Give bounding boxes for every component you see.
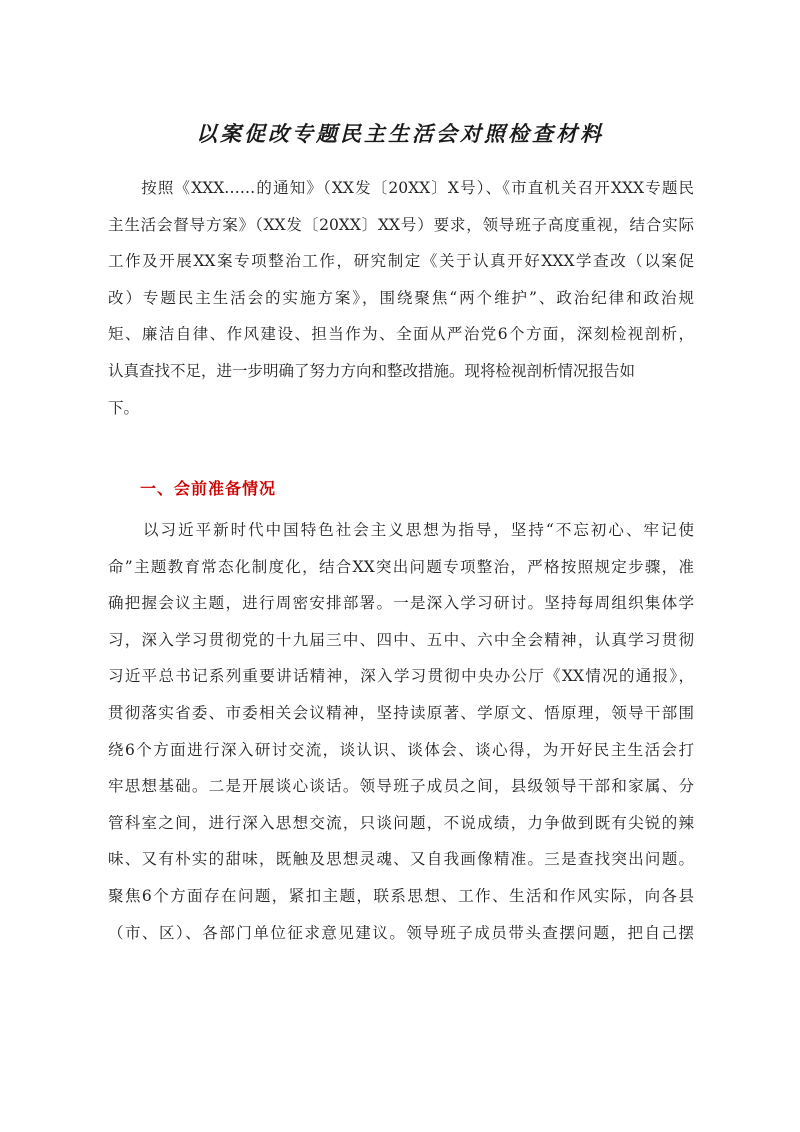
intro-paragraph [108,170,694,426]
text-line: 习，深入学习贯彻党的十九届三中、四中、五中、六中全会精神，认真学习贯彻 [108,630,694,649]
text-line: 绕6个方面进行深入研讨交流，谈认识、谈体会、谈心得，为开好民主生活会打 [108,740,694,759]
section-heading: 一、会前准备情况 [140,479,277,498]
text-line: 牢思想基础。二是开展谈心谈话。领导班子成员之间，县级领导干部和家属、分 [108,777,694,796]
text-line: 主生活会督导方案》（XX发〔20XX〕XX号）要求，领导班子高度重视，结合实际 [108,215,694,234]
text-line: 聚焦6个方面存在问题，紧扣主题，联系思想、工作、生活和作风实际，向各县 [108,886,694,905]
text-line: 认真查找不足，进一步明确了努力方向和整改措施。现将检视剖析情况报告如 [108,361,636,380]
text-line: 以习近平新时代中国特色社会主义思想为指导，坚持“不忘初心、牢记使 [108,521,694,539]
text-line: 工作及开展XX案专项整治工作，研究制定《关于认真开好XXX学查改（以案促 [108,252,694,271]
text-line: 改）专题民主生活会的实施方案》，围绕聚焦“两个维护”、政治纪律和政治规 [108,288,694,307]
text-line: 味、又有朴实的甜味，既触及思想灵魂、又自我画像精准。三是查找突出问题。 [108,850,694,869]
text-line: 确把握会议主题，进行周密安排部署。一是深入学习研讨。坚持每周组织集体学 [108,594,694,613]
text-line: 命”主题教育常态化制度化，结合XX突出问题专项整治，严格按照规定步骤，准 [108,557,694,576]
text-line: 贯彻落实省委、市委相关会议精神，坚持读原著、学原文、悟原理，领导干部围 [108,703,694,722]
text-line: 习近平总书记系列重要讲话精神，深入学习贯彻中央办公厅《XX情况的通报》， [108,667,694,686]
text-line: 下。 [108,398,140,417]
section1-paragraph [108,512,694,951]
text-line: 管科室之间，进行深入思想交流，只谈问题，不说成绩，力争做到既有尖锐的辣 [108,813,694,832]
document-title: 以案促改专题民主生活会对照检查材料 [196,121,604,146]
text-line: （市、区）、各部门单位征求意见建议。领导班子成员带头查摆问题，把自己摆 [108,923,694,942]
text-line: 按照《XXX……的通知》（XX发〔20XX〕X号）、《市直机关召开XXX专题民 [108,179,694,197]
text-line: 矩、廉洁自律、作风建设、担当作为、全面从严治党6个方面，深刻检视剖析， [108,325,694,344]
